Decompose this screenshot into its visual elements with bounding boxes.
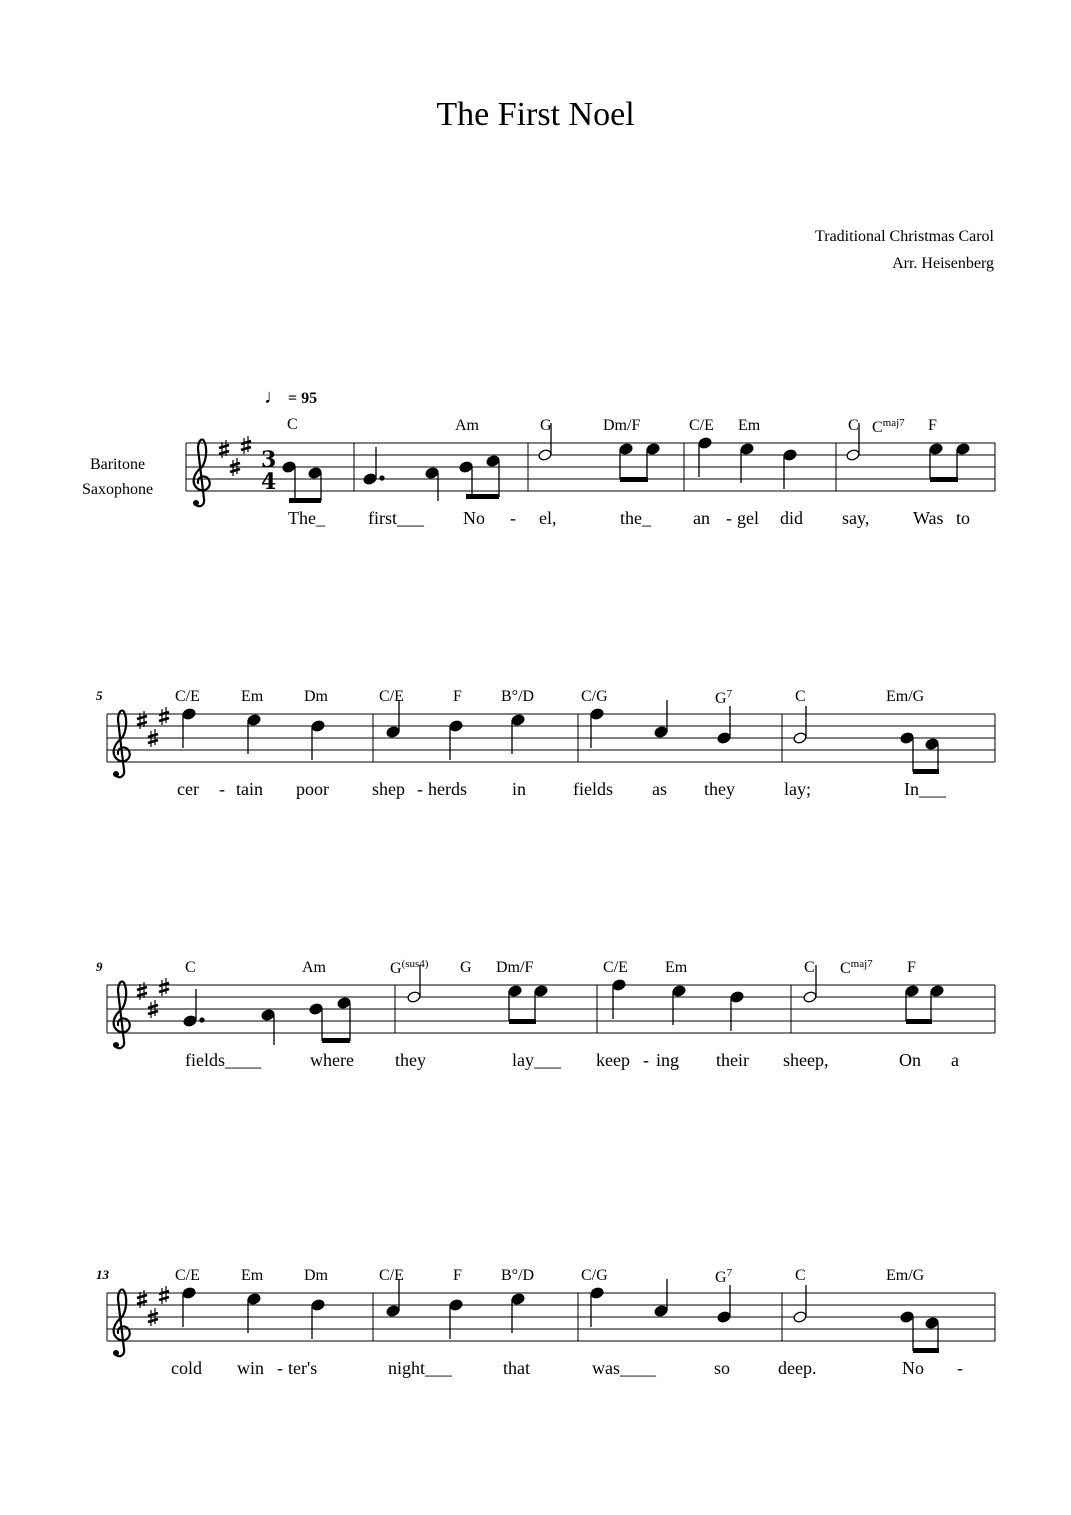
chord-symbol: C/E <box>379 688 404 705</box>
chord-symbol: C <box>795 1267 806 1284</box>
chord-symbol: Em/G <box>886 688 925 705</box>
chord-symbol: G <box>460 959 472 976</box>
lyric-syllable: No <box>463 508 485 528</box>
chord-symbol: F <box>453 1267 462 1284</box>
lyric-syllable: the_ <box>620 508 651 528</box>
chord-symbol: Em <box>738 417 761 434</box>
staff-system-1 <box>186 423 995 506</box>
chord-symbol: C/E <box>175 688 200 705</box>
chord-extension: 7 <box>726 688 733 700</box>
chord-symbol: Em <box>665 959 688 976</box>
chord-symbol: C <box>848 417 859 434</box>
chord-symbol: C <box>287 416 298 433</box>
chord-symbol: C <box>804 959 815 976</box>
lyric-syllable: cer <box>177 779 199 799</box>
treble-clef-icon <box>113 981 130 1048</box>
lyric-hyphen: - <box>643 1050 649 1070</box>
score-title: The First Noel <box>436 96 635 133</box>
lyric-hyphen: - <box>726 508 732 528</box>
chord-extension: maj7 <box>850 958 873 970</box>
chord-symbol: C/E <box>379 1267 404 1284</box>
chord-root: G <box>715 1269 727 1286</box>
lyric-syllable: an <box>693 508 710 528</box>
chord-extension: (sus4) <box>401 958 429 970</box>
staff-system-4 <box>107 1279 995 1356</box>
instrument-name-line2: Saxophone <box>81 481 154 498</box>
lyric-syllable: sheep, <box>783 1050 829 1070</box>
chord-extension: 7 <box>726 1267 733 1279</box>
lyric-syllable: lay___ <box>512 1050 561 1070</box>
chord-symbol: G <box>540 417 552 434</box>
chord-symbol: C/E <box>175 1267 200 1284</box>
chord-symbol: F <box>453 688 462 705</box>
chord-symbol: C/G <box>581 1267 608 1284</box>
lyric-syllable: that <box>503 1358 530 1378</box>
lyric-syllable: shep <box>372 779 405 799</box>
chord-root: G <box>390 960 402 977</box>
treble-clef-icon <box>113 1289 130 1356</box>
lyric-syllable: they <box>704 779 735 799</box>
chord-symbol: B°/D <box>501 688 535 705</box>
lyric-syllable: keep <box>596 1050 630 1070</box>
chord-symbol: Dm <box>304 688 328 705</box>
lyric-syllable: No <box>902 1358 924 1378</box>
chord-symbol: C <box>795 688 806 705</box>
lyric-syllable: to <box>956 508 971 528</box>
lyric-syllable: el, <box>539 508 557 528</box>
lyric-syllable: so <box>714 1358 731 1378</box>
chord-symbol: Dm/F <box>496 959 534 976</box>
chord-symbol: Am <box>302 959 326 976</box>
lyric-syllable: as <box>652 779 667 799</box>
treble-clef-icon <box>193 439 210 506</box>
measure-number: 5 <box>96 688 103 703</box>
lyric-syllable: where <box>310 1050 354 1070</box>
staff-system-2 <box>107 700 995 777</box>
chord-root: G <box>715 690 727 707</box>
lyric-syllable: lay; <box>784 779 811 799</box>
chord-extension: maj7 <box>882 417 905 429</box>
lyric-syllable: win <box>237 1358 264 1378</box>
arranger-credit: Arr. Heisenberg <box>892 255 994 272</box>
measure-number: 9 <box>96 959 103 974</box>
time-sig-bottom: 4 <box>261 469 277 495</box>
lyric-syllable: fields____ <box>185 1050 261 1070</box>
lyric-syllable: night___ <box>388 1358 453 1378</box>
staff-system-3 <box>107 965 995 1048</box>
lyric-syllable: they <box>395 1050 426 1070</box>
chord-symbol: C <box>185 959 196 976</box>
lyric-syllable: The_ <box>288 508 325 528</box>
lyric-hyphen: - <box>417 779 423 799</box>
chord-symbol: Em <box>241 688 264 705</box>
lyric-syllable: in <box>512 779 527 799</box>
measure-number: 13 <box>96 1267 109 1282</box>
chord-symbol: C/E <box>603 959 628 976</box>
lyric-hyphen: - <box>277 1358 283 1378</box>
treble-clef-icon <box>113 710 130 777</box>
lyric-syllable: first___ <box>368 508 424 528</box>
lyric-syllable: ter's <box>288 1358 318 1378</box>
lyric-syllable: ing <box>656 1050 680 1070</box>
lyric-syllable: fields <box>573 779 613 799</box>
lyric-syllable: was____ <box>592 1358 656 1378</box>
lyric-syllable: say, <box>842 508 870 528</box>
chord-symbol: C/E <box>689 417 714 434</box>
chord-symbol: Em/G <box>886 1267 925 1284</box>
lyric-hyphen: - <box>219 779 225 799</box>
lyric-syllable: a <box>951 1050 959 1070</box>
lyric-syllable: In___ <box>904 779 946 799</box>
lyric-syllable: tain <box>236 779 263 799</box>
lyric-hyphen: - <box>957 1358 963 1378</box>
chord-root: C <box>872 419 883 436</box>
lyric-syllable: cold <box>171 1358 202 1378</box>
lyric-syllable: gel <box>737 508 759 528</box>
composer-credit: Traditional Christmas Carol <box>815 228 994 245</box>
chord-symbol: Dm/F <box>603 417 641 434</box>
lyric-syllable: deep. <box>778 1358 817 1378</box>
chord-symbol: B°/D <box>501 1267 535 1284</box>
chord-symbol: F <box>907 959 916 976</box>
chord-symbol: C/G <box>581 688 608 705</box>
lyric-syllable: did <box>780 508 804 528</box>
time-sig-top: 3 <box>261 447 277 473</box>
tempo-value: = 95 <box>288 390 318 407</box>
lyric-syllable: their <box>716 1050 749 1070</box>
chord-symbol: F <box>928 417 937 434</box>
chord-symbol: Dm <box>304 1267 328 1284</box>
instrument-name-line1: Baritone <box>89 456 146 473</box>
quarter-note-icon: ♩ <box>264 386 284 408</box>
lyric-syllable: poor <box>296 779 329 799</box>
lyric-syllable: herds <box>428 779 467 799</box>
lyric-syllable: On <box>899 1050 921 1070</box>
lyric-hyphen: - <box>510 508 516 528</box>
lyric-syllable: Was <box>913 508 944 528</box>
chord-symbol: Am <box>455 417 479 434</box>
chord-symbol: Em <box>241 1267 264 1284</box>
chord-root: C <box>840 960 851 977</box>
